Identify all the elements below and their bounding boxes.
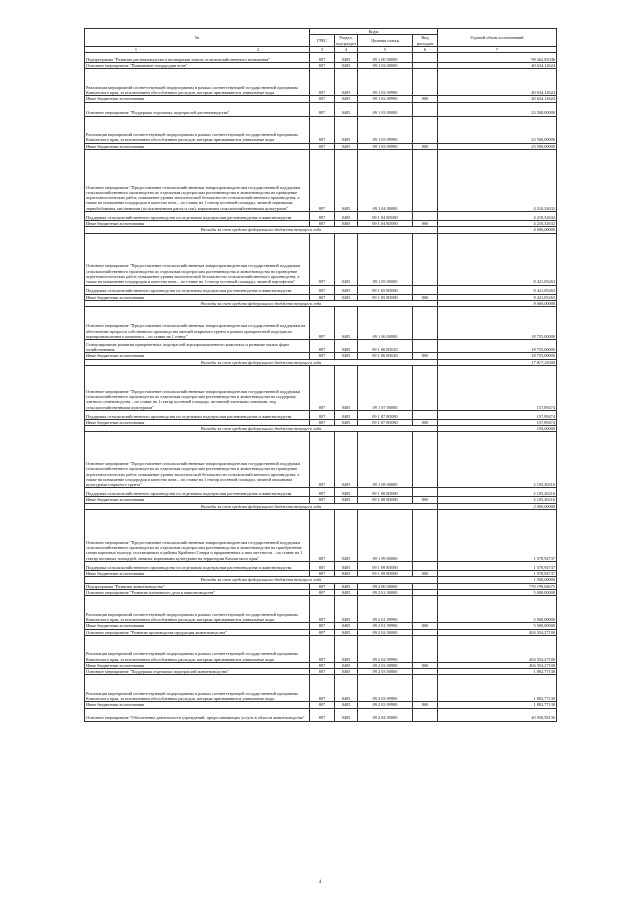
row-grbs: 807 <box>310 497 335 503</box>
table-row <box>85 116 557 143</box>
row-grbs: 807 <box>310 589 335 595</box>
row-section: 0405 <box>335 69 358 96</box>
note-amount: 8 000,00000 <box>438 300 557 306</box>
row-grbs: 807 <box>310 102 335 116</box>
note-text: Расходы за счет средств федерального бюджета текущего года <box>85 503 438 509</box>
row-section: 0405 <box>335 589 358 595</box>
row-section: 0405 <box>335 623 358 629</box>
row-grbs: 807 <box>310 571 335 577</box>
row-section: 0405 <box>335 488 358 497</box>
row-exptype <box>413 340 438 353</box>
row-target: 09 1 07 00000 <box>358 365 413 410</box>
table-row <box>85 69 557 96</box>
row-target: 09 1 04 R5080 <box>358 212 413 221</box>
row-exptype <box>413 708 438 721</box>
row-name: Основное мероприятие "Развитие племенного дела в животноводстве" <box>85 589 310 595</box>
row-section: 0405 <box>335 410 358 419</box>
row-amount: 8 421,05263 <box>438 294 557 300</box>
row-grbs: 807 <box>310 562 335 571</box>
table-row <box>85 150 557 212</box>
row-grbs: 807 <box>310 662 335 668</box>
row-target: 09 1 08 R5080 <box>358 488 413 497</box>
row-name: Основное мероприятие "Предоставление сельскохозяйственным товаропроизводителям государственной поддержки сельскохозяйственного производства по отдельным подотраслям растениеводства и животноводства на проведение агротехнологических работ, повышение уровня экологической безопасности сельскохозяйственного производства, а также на повышение плодородия и качества почв – по ставке на 1 гектар посевной площади, занятой картофелем" <box>85 233 310 285</box>
row-exptype <box>413 635 438 662</box>
row-section: 0405 <box>335 365 358 410</box>
row-target: 09 1 04 00000 <box>358 150 413 212</box>
note-text: Расходы за счет средств федерального бюджета текущего года <box>85 300 438 306</box>
row-grbs: 807 <box>310 150 335 212</box>
row-exptype <box>413 307 438 340</box>
row-target: 09 1 08 00000 <box>358 432 413 488</box>
row-name: Основное мероприятие "Предоставление сельскохозяйственным товаропроизводителям государственной поддержки сельскохозяйственного производства по отдельным подотраслям растениеводства и животноводства на проведение агротехнологических работ, повышение уровня экологической безопасности сельскохозяйственного производства, а также на повышение плодородия и качества почв – по ставке на 1 гектар посевной площади, занятой овощными культурами открытого грунта" <box>85 432 310 488</box>
row-name: Основное мероприятие "Развитие производства продукции животноводства" <box>85 629 310 635</box>
row-target: 09 2 04 00000 <box>358 708 413 721</box>
row-amount: 157,89474 <box>438 365 557 410</box>
row-exptype <box>413 53 438 63</box>
row-section: 0405 <box>335 497 358 503</box>
row-name: Основное мероприятие "Предоставление сельскохозяйственным товаропроизводителям государственной поддержки сельскохозяйственного производства по отдельным подотраслям растениеводства и животноводства на приобретение семян кормовых культур, поставляемых в районы Крайнего Севера и приравненных к ним местности – по ставке на 1 гектар посевных площадей, занятых кормовыми культурами на территории Камчатского края" <box>85 510 310 562</box>
row-amount: 5 000,00000 <box>438 623 557 629</box>
row-amount: 1 882,77130 <box>438 669 557 675</box>
row-exptype <box>413 675 438 702</box>
row-name: Поддержка сельскохозяйственного производства по отдельным подотраслям растениеводства и животноводства <box>85 285 310 294</box>
row-grbs: 807 <box>310 675 335 702</box>
row-exptype: 800 <box>413 96 438 102</box>
row-name: Иные бюджетные ассигнования <box>85 143 310 149</box>
note-amount: 17 817,25000 <box>438 359 557 365</box>
row-amount: 404 354,27100 <box>438 662 557 668</box>
row-section: 0405 <box>335 675 358 702</box>
row-amount: 404 354,27100 <box>438 629 557 635</box>
row-exptype <box>413 285 438 294</box>
row-section: 0405 <box>335 353 358 359</box>
row-name: Подпрограмма "Развитие животноводства" <box>85 583 310 589</box>
row-grbs: 807 <box>310 583 335 589</box>
row-exptype <box>413 365 438 410</box>
table-row <box>85 488 557 497</box>
row-amount: 23 500,00000 <box>438 143 557 149</box>
row-name: Основное мероприятие "Предоставление сельскохозяйственным товаропроизводителям государственной поддержки сельскохозяйственного производства по отдельным подотраслям растениеводства и животноводства на поддержку элитного семеноводства – по ставке на 1 гектар посевной площади, засеянной элитными семенами, под сельскохозяйственными культурами" <box>85 365 310 410</box>
row-target: 09 1 05 00000 <box>358 233 413 285</box>
header-num: № <box>85 29 310 47</box>
row-section: 0405 <box>335 669 358 675</box>
row-amount: 1 578,94737 <box>438 571 557 577</box>
row-section: 0405 <box>335 635 358 662</box>
row-target: 09 1 02 09990 <box>358 96 413 102</box>
row-target: 09 1 07 R5080 <box>358 419 413 425</box>
row-grbs: 807 <box>310 53 335 63</box>
table-row <box>85 432 557 488</box>
row-exptype <box>413 562 438 571</box>
row-exptype <box>413 102 438 116</box>
row-exptype: 800 <box>413 353 438 359</box>
row-target: 09 2 03 00000 <box>358 669 413 675</box>
row-target: 09 2 02 09990 <box>358 662 413 668</box>
row-name: Основное мероприятие "Предоставление сельскохозяйственным товаропроизводителям государственной поддержки на обеспечение прироста собственного производства овощей открытого грунта в рамках приоритетной подотрасли агропромышленного комплекса – по ставке на 1 тонну" <box>85 307 310 340</box>
row-amount: 18 755,00000 <box>438 307 557 340</box>
row-grbs: 807 <box>310 702 335 708</box>
row-amount: 23 500,00000 <box>438 116 557 143</box>
row-name: Поддержка сельскохозяйственного производства по отдельным подотраслям растениеводства и животноводства <box>85 488 310 497</box>
header-section: Раздел, под-раздел <box>336 35 356 46</box>
row-grbs: 807 <box>310 96 335 102</box>
row-section: 0405 <box>335 708 358 721</box>
row-target: 09 1 03 09990 <box>358 116 413 143</box>
row-amount: 40 930,58130 <box>438 708 557 721</box>
row-target: 09 1 03 09990 <box>358 143 413 149</box>
row-exptype: 800 <box>413 497 438 503</box>
header-amount: Годовой объем ассигнований <box>438 29 557 47</box>
row-name: Основное мероприятие "Предоставление сельскохозяйственным товаропроизводителям государственной поддержки сельскохозяйственного производства по отдельным подотраслям растениеводства и животноводства на проведение агротехнологических работ, повышение уровня экологической безопасности сельскохозяйственного производства, а также на повышение плодородия и качества почв – по ставке на 1 гектар посевной площади, занятой зерновыми, зернобобовыми, масличными (за исключением рапса и сои), кормовыми сельскохозяйственными культурами" <box>85 150 310 212</box>
row-amount: 1 578,94737 <box>438 510 557 562</box>
row-grbs: 807 <box>310 623 335 629</box>
row-target: 09 2 01 09990 <box>358 596 413 623</box>
row-grbs: 807 <box>310 143 335 149</box>
row-target: 09 1 07 R5080 <box>358 410 413 419</box>
table-row <box>85 53 557 63</box>
row-name: Иные бюджетные ассигнования <box>85 497 310 503</box>
row-section: 0405 <box>335 221 358 227</box>
row-section: 0405 <box>335 340 358 353</box>
row-name: Реализация мероприятий соответствующей подпрограммы в рамках соответствующей государственной программы Камчатского края, за исключением обособленных расходов, которым присваиваются уникальные коды <box>85 69 310 96</box>
row-target: 09 1 04 R5080 <box>358 221 413 227</box>
row-amount: 99 362,81046 <box>438 53 557 63</box>
budget-page <box>84 28 556 722</box>
row-amount: 157,89474 <box>438 419 557 425</box>
row-target: 09 1 02 09990 <box>358 69 413 96</box>
row-name: Реализация мероприятий соответствующей подпрограммы в рамках соответствующей государственной программы Камчатского края, за исключением обособленных расходов, которым присваиваются уникальные коды <box>85 596 310 623</box>
row-name: Иные бюджетные ассигнования <box>85 294 310 300</box>
row-exptype <box>413 150 438 212</box>
table-row <box>85 635 557 662</box>
row-section: 0405 <box>335 285 358 294</box>
row-amount: 2 105,26316 <box>438 488 557 497</box>
row-grbs: 807 <box>310 419 335 425</box>
row-name: Иные бюджетные ассигнования <box>85 96 310 102</box>
note-amount: 2 000,00000 <box>438 503 557 509</box>
table-row <box>85 708 557 721</box>
row-grbs: 807 <box>310 365 335 410</box>
row-exptype <box>413 510 438 562</box>
row-section: 0405 <box>335 102 358 116</box>
row-target: 09 1 06 R5020 <box>358 340 413 353</box>
header-grbs: ГРБС <box>310 35 335 47</box>
row-name: Иные бюджетные ассигнования <box>85 623 310 629</box>
row-exptype <box>413 410 438 419</box>
row-exptype: 800 <box>413 662 438 668</box>
row-name: Иные бюджетные ассигнования <box>85 353 310 359</box>
row-name: Основное мероприятие "Поддержка отдельных подотраслей растениеводства" <box>85 102 310 116</box>
row-amount: 18 755,00000 <box>438 340 557 353</box>
row-grbs: 807 <box>310 410 335 419</box>
row-exptype: 800 <box>413 143 438 149</box>
column-number: 3 <box>310 46 335 52</box>
row-exptype <box>413 69 438 96</box>
row-target: 09 2 02 09990 <box>358 635 413 662</box>
row-amount: 40 634,12624 <box>438 69 557 96</box>
row-target: 09 1 03 00000 <box>358 102 413 116</box>
row-grbs: 807 <box>310 596 335 623</box>
row-grbs: 807 <box>310 432 335 488</box>
row-section: 0405 <box>335 307 358 340</box>
row-grbs: 807 <box>310 635 335 662</box>
row-name: Реализация мероприятий соответствующей подпрограммы в рамках соответствующей государственной программы Камчатского края, за исключением обособленных расходов, которым присваиваются уникальные коды <box>85 635 310 662</box>
row-grbs: 807 <box>310 510 335 562</box>
row-grbs: 807 <box>310 708 335 721</box>
row-exptype: 800 <box>413 571 438 577</box>
note-text: Расходы за счет средств федерального бюджета текущего года <box>85 227 438 233</box>
row-name: Основное мероприятие "Поддержка отдельных подотраслей животноводства" <box>85 669 310 675</box>
row-grbs: 807 <box>310 353 335 359</box>
row-section: 0405 <box>335 629 358 635</box>
row-amount: 5 000,00000 <box>438 596 557 623</box>
row-grbs: 807 <box>310 307 335 340</box>
row-name: Реализация мероприятий соответствующей подпрограммы в рамках соответствующей государственной программы Камчатского края, за исключением обособленных расходов, которым присваиваются уникальные коды <box>85 116 310 143</box>
row-amount: 404 354,27100 <box>438 635 557 662</box>
row-exptype: 800 <box>413 623 438 629</box>
row-section: 0405 <box>335 96 358 102</box>
row-target: 09 2 03 09990 <box>358 675 413 702</box>
row-name: Основное мероприятие "Обеспечение деятельности учреждений, предоставляющих услуги в области животноводства" <box>85 708 310 721</box>
table-row <box>85 102 557 116</box>
row-exptype <box>413 596 438 623</box>
header-exptype: Вид расходов <box>413 35 438 47</box>
row-target: 09 1 02 00000 <box>358 63 413 69</box>
row-amount: 770 199,04675 <box>438 583 557 589</box>
table-row <box>85 510 557 562</box>
table-row <box>85 562 557 571</box>
row-section: 0405 <box>335 116 358 143</box>
row-target: 09 2 01 09990 <box>358 623 413 629</box>
row-amount: 2 105,26316 <box>438 432 557 488</box>
column-number: 6 <box>413 46 438 52</box>
table-row <box>85 285 557 294</box>
table-row <box>85 212 557 221</box>
row-amount: 1 882,77130 <box>438 675 557 702</box>
table-body <box>85 46 557 721</box>
row-name: Иные бюджетные ассигнования <box>85 662 310 668</box>
table-row <box>85 365 557 410</box>
row-amount: 8 421,05263 <box>438 233 557 285</box>
row-section: 0405 <box>335 143 358 149</box>
row-target: 09 1 00 00000 <box>358 53 413 63</box>
row-amount: 40 634,12624 <box>438 96 557 102</box>
header-target: Целевая статья <box>358 35 413 47</box>
row-exptype <box>413 488 438 497</box>
column-number: 5 <box>358 46 413 52</box>
row-target: 09 2 01 00000 <box>358 589 413 595</box>
row-section: 0405 <box>335 562 358 571</box>
row-grbs: 807 <box>310 285 335 294</box>
page-number: 4 <box>318 880 322 885</box>
row-section: 0405 <box>335 419 358 425</box>
row-amount: 5 000,00000 <box>438 589 557 595</box>
row-grbs: 807 <box>310 294 335 300</box>
row-name: Основное мероприятие "Повышение плодородия почв" <box>85 63 310 69</box>
note-amount: 150,00000 <box>438 426 557 432</box>
row-target: 09 1 06 00000 <box>358 307 413 340</box>
table-row <box>85 307 557 340</box>
row-amount: 4 210,32632 <box>438 221 557 227</box>
row-amount: 4 210,32632 <box>438 212 557 221</box>
row-grbs: 807 <box>310 488 335 497</box>
note-text: Расходы за счет средств федерального бюджета текущего года <box>85 359 438 365</box>
row-grbs: 807 <box>310 69 335 96</box>
row-target: 09 1 05 R5080 <box>358 285 413 294</box>
table-row <box>85 596 557 623</box>
row-name: Иные бюджетные ассигнования <box>85 571 310 577</box>
row-exptype: 800 <box>413 221 438 227</box>
row-exptype <box>413 432 438 488</box>
row-amount: 40 634,12624 <box>438 63 557 69</box>
row-target: 09 2 03 09990 <box>358 702 413 708</box>
row-exptype: 800 <box>413 294 438 300</box>
row-name: Иные бюджетные ассигнования <box>85 419 310 425</box>
row-target: 09 1 08 R5080 <box>358 497 413 503</box>
row-amount: 1 882,77130 <box>438 702 557 708</box>
table-header <box>85 29 557 47</box>
row-name: Поддержка сельскохозяйственного производства по отдельным подотраслям растениеводства и животноводства <box>85 562 310 571</box>
row-section: 0405 <box>335 233 358 285</box>
table-row <box>85 233 557 285</box>
row-exptype: 800 <box>413 419 438 425</box>
table-row <box>85 340 557 353</box>
row-grbs: 807 <box>310 669 335 675</box>
row-grbs: 807 <box>310 629 335 635</box>
row-target: 09 1 05 R5080 <box>358 294 413 300</box>
note-text: Расходы за счет средств федерального бюджета текущего года <box>85 426 438 432</box>
row-name: Стимулирование развития приоритетных подотраслей агропромышленного комплекса и развитие малых форм хозяйствования <box>85 340 310 353</box>
row-amount: 4 210,32632 <box>438 150 557 212</box>
row-section: 0405 <box>335 63 358 69</box>
row-amount: 157,89474 <box>438 410 557 419</box>
row-section: 0405 <box>335 583 358 589</box>
row-exptype <box>413 116 438 143</box>
column-number: 1 2 <box>85 46 310 52</box>
row-section: 0405 <box>335 150 358 212</box>
row-grbs: 807 <box>310 63 335 69</box>
row-amount: 8 421,05263 <box>438 285 557 294</box>
column-number: 4 <box>335 46 358 52</box>
row-name: Иные бюджетные ассигнования <box>85 702 310 708</box>
row-target: 09 1 06 R5020 <box>358 353 413 359</box>
row-name: Подпрограмма "Развитие растениеводства и мелиорации земель сельскохозяйственного назначения" <box>85 53 310 63</box>
row-target: 09 1 09 R5080 <box>358 562 413 571</box>
row-grbs: 807 <box>310 221 335 227</box>
row-section: 0405 <box>335 510 358 562</box>
note-amount: 4 000,00000 <box>438 227 557 233</box>
row-section: 0405 <box>335 212 358 221</box>
budget-table <box>84 28 557 722</box>
row-section: 0405 <box>335 702 358 708</box>
row-target: 09 2 02 00000 <box>358 629 413 635</box>
table-row <box>85 410 557 419</box>
row-section: 0405 <box>335 596 358 623</box>
row-section: 0405 <box>335 432 358 488</box>
table-row <box>85 675 557 702</box>
note-text: Расходы за счет средств федерального бюджета текущего года <box>85 577 438 583</box>
row-name: Поддержка сельскохозяйственного производства по отдельным подотраслям растениеводства и животноводства <box>85 410 310 419</box>
row-target: 09 1 09 R5080 <box>358 571 413 577</box>
row-grbs: 807 <box>310 212 335 221</box>
row-section: 0405 <box>335 571 358 577</box>
row-exptype <box>413 233 438 285</box>
row-amount: 1 578,94737 <box>438 562 557 571</box>
row-grbs: 807 <box>310 233 335 285</box>
row-section: 0405 <box>335 53 358 63</box>
row-amount: 18 755,00000 <box>438 353 557 359</box>
note-amount: 1 500,00000 <box>438 577 557 583</box>
row-section: 0405 <box>335 662 358 668</box>
row-amount: 23 500,00000 <box>438 102 557 116</box>
row-section: 0405 <box>335 294 358 300</box>
header-codes: Коды <box>310 29 438 35</box>
row-exptype: 800 <box>413 702 438 708</box>
row-name: Иные бюджетные ассигнования <box>85 221 310 227</box>
row-target: 09 2 00 00000 <box>358 583 413 589</box>
column-number: 7 <box>438 46 557 52</box>
row-amount: 2 105,26316 <box>438 497 557 503</box>
row-grbs: 807 <box>310 116 335 143</box>
row-grbs: 807 <box>310 340 335 353</box>
row-name: Реализация мероприятий соответствующей подпрограммы в рамках соответствующей государственной программы Камчатского края, за исключением обособленных расходов, которым присваиваются уникальные коды <box>85 675 310 702</box>
row-name: Поддержка сельскохозяйственного производства по отдельным подотраслям растениеводства и животноводства <box>85 212 310 221</box>
row-target: 09 1 09 00000 <box>358 510 413 562</box>
row-exptype <box>413 212 438 221</box>
